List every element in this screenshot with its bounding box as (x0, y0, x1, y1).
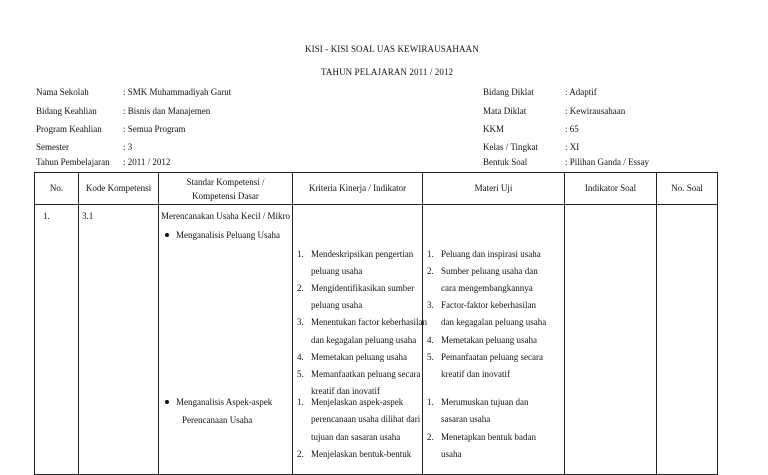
list-item-number: 2. (297, 448, 304, 459)
info-value: : Semua Program (123, 124, 186, 134)
row-no: 1. (43, 211, 50, 221)
header-standar-kompetensi (159, 173, 293, 205)
header-kode: Kode Kompetensi (79, 173, 159, 205)
document-title: KISI - KISI SOAL UAS KEWIRAUSAHAAN (305, 44, 479, 54)
bullet-icon (165, 400, 169, 404)
info-value: : 3 (123, 142, 133, 152)
info-label: Tahun Pembelajaran (36, 157, 110, 167)
list-item-text: Peluang dan inspirasi usaha (441, 249, 541, 259)
header-sk-line2: Kompetensi Dasar (192, 190, 259, 201)
list-item-text: dan kegagalan peluang usaha (311, 334, 417, 345)
info-label: Nama Sekolah (36, 87, 89, 97)
list-item-text: Pemanfaatan peluang secara (441, 351, 543, 362)
list-item-number: 2. (427, 266, 434, 277)
list-item-text: kreatif dan inovatif (311, 385, 380, 396)
header-materi: Materi Uji (423, 173, 565, 205)
list-item-text: Menentukan factor keberhasilan (311, 317, 427, 328)
info-label: KKM (483, 124, 505, 134)
cell-kriteria (293, 205, 427, 475)
info-label: Program Keahlian (36, 124, 102, 134)
list-item-text: Merumuskan tujuan dan (441, 397, 529, 407)
info-label: Semester (36, 142, 69, 152)
cell-standar-kompetensi (159, 205, 293, 475)
row-kode: 3.1 (82, 211, 94, 221)
list-item-text: Memetakan peluang usaha (311, 351, 407, 362)
header-kriteria: Kriteria Kinerja / Indikator (293, 173, 423, 205)
list-item-text: Menjelaskan aspek-aspek (311, 397, 404, 407)
info-value: : Pilihan Ganda / Essay (565, 157, 649, 167)
info-value: : Bisnis dan Manajemen (123, 106, 211, 116)
kd1-text: Menganalisis Peluang Usaha (176, 230, 280, 240)
list-item-text: Menetapkan bentuk badan (441, 431, 536, 442)
kisi-kisi-table (34, 172, 718, 475)
info-label: Kelas / Tingkat (483, 142, 539, 152)
kd2-text-line2: Perencanaan Usaha (182, 415, 253, 425)
info-value: : SMK Muhammadiyah Garut (123, 87, 232, 97)
cell-no (35, 205, 79, 475)
info-value: : Kewirausahaan (565, 106, 626, 116)
list-item-text: peluang usaha (311, 300, 363, 311)
list-item-text: kreatif dan inovatif (441, 368, 510, 379)
list-item-number: 3. (427, 300, 434, 311)
list-item-text: Menjelaskan bentuk-bentuk (311, 448, 412, 459)
list-item-text: Mengidentifikasikan sumber (311, 283, 415, 294)
list-item-text: tujuan dan sasaran usaha (311, 431, 401, 442)
info-value: : Adaptif (565, 87, 597, 97)
document-subtitle: TAHUN PELAJARAN 2011 / 2012 (321, 67, 454, 77)
list-item-number: 2. (297, 283, 304, 294)
list-item-text: perencanaan usaha dilihat dari (311, 414, 421, 425)
cell-materi (423, 205, 565, 475)
list-item-text: peluang usaha (311, 266, 363, 277)
list-item-number: 4. (297, 351, 304, 362)
header-no-soal: No. Soal (657, 173, 718, 205)
info-label: Bentuk Soal (483, 157, 528, 167)
list-item-text: sasaran usaha (441, 414, 491, 425)
list-item-number: 5. (427, 351, 434, 362)
list-item-text: Factor-faktor keberhasilan (441, 300, 537, 311)
info-value: : 2011 / 2012 (123, 157, 171, 167)
list-item-number: 1. (297, 249, 304, 259)
list-item-number: 4. (427, 334, 434, 345)
list-item-number: 5. (297, 368, 304, 379)
info-label: Bidang Keahlian (36, 106, 97, 116)
cell-no-soal (657, 205, 718, 475)
sk-title: Merencanakan Usaha Kecil / Mikro (161, 211, 290, 221)
header-indikator-soal: Indikator Soal (565, 173, 657, 205)
list-item-number: 1. (427, 249, 434, 259)
cell-indikator-soal (565, 205, 657, 475)
list-item-number: 2. (427, 431, 434, 442)
info-label: Bidang Diklat (483, 87, 534, 97)
info-value: : XI (565, 142, 580, 152)
list-item-number: 3. (297, 317, 304, 328)
table-row (35, 205, 718, 475)
info-value: : 65 (565, 124, 579, 134)
list-item-text: Sumber peluang usaha dan (441, 266, 538, 277)
table-header-row (35, 173, 718, 205)
list-item-text: Memetakan peluang usaha (441, 334, 537, 345)
list-item-number: 1. (427, 397, 434, 407)
list-item-text: cara mengembangkannya (441, 283, 533, 294)
list-item-text: dan kegagalan peluang usaha (441, 317, 547, 328)
list-item-text: Memanfaatkan peluang secara (311, 368, 421, 379)
list-item-number: 1. (297, 397, 304, 407)
kd2-text-line1: Menganalisis Aspek-aspek (176, 397, 273, 407)
kd-item-1 (165, 230, 280, 240)
header-no: No. (35, 173, 79, 205)
list-item-text: usaha (441, 448, 462, 459)
bullet-icon (165, 233, 169, 237)
list-item-text: Mendeskripsikan pengertian (311, 249, 414, 259)
header-sk-line1: Standar Kompetensi / (186, 176, 265, 187)
info-label: Mata Diklat (483, 106, 527, 116)
kd-item-2 (165, 397, 272, 407)
cell-kode (79, 205, 159, 475)
